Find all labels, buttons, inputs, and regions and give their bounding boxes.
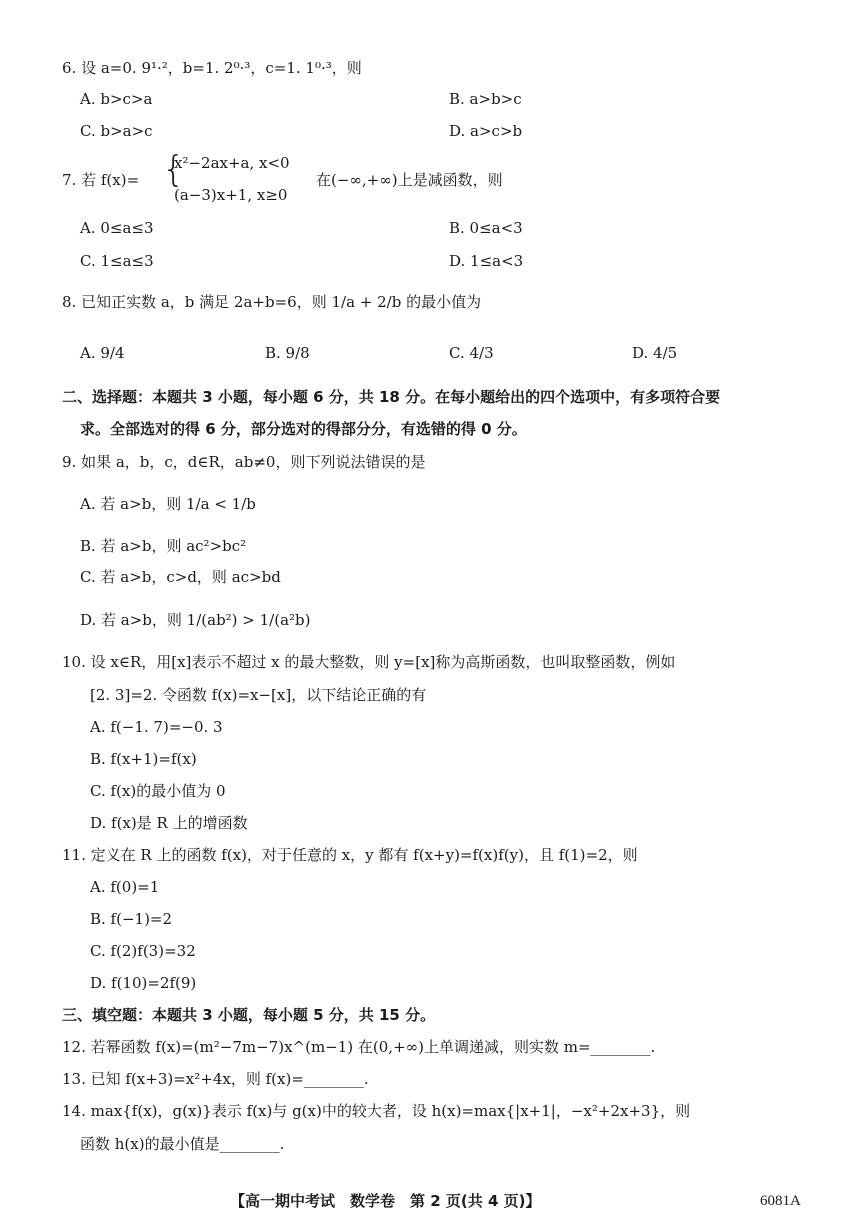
q9-option-b: B. 若 a>b，则 ac²>bc²: [80, 537, 247, 555]
q7-case-2: (a−3)x+1, x≥0: [174, 186, 288, 204]
section-2-heading-cont: 求。全部选对的得 6 分，部分选对的得部分分，有选错的得 0 分。: [80, 420, 527, 438]
q9-option-a: A. 若 a>b，则 1/a < 1/b: [80, 495, 256, 513]
q7-brace: {: [162, 149, 185, 190]
q14-stem-line2: 函数 h(x)的最小值是________.: [80, 1135, 285, 1153]
q7-case-1: x²−2ax+a, x<0: [174, 154, 290, 172]
q13-stem: 13. 已知 f(x+3)=x²+4x，则 f(x)=________.: [62, 1070, 369, 1088]
q7-option-c: C. 1≤a≤3: [80, 252, 154, 270]
q9-stem: 9. 如果 a，b，c，d∈R，ab≠0，则下列说法错误的是: [62, 453, 426, 471]
q8-option-b: B. 9/8: [265, 344, 310, 362]
footer-exam-code: 6081A: [760, 1193, 801, 1209]
q14-stem-line1: 14. max{f(x)，g(x)}表示 f(x)与 g(x)中的较大者，设 h(x)=max{|x+1|，−x²+2x+3}，则: [62, 1102, 691, 1120]
q7-option-d: D. 1≤a<3: [449, 252, 524, 270]
section-2-heading: 二、选择题：本题共 3 小题，每小题 6 分，共 18 分。在每小题给出的四个选项中，有多项符合要: [62, 388, 721, 406]
q9-option-c: C. 若 a>b，c>d，则 ac>bd: [80, 568, 281, 586]
q7-option-b: B. 0≤a<3: [449, 219, 523, 237]
q8-option-a: A. 9/4: [80, 344, 125, 362]
q6-option-d: D. a>c>b: [449, 122, 523, 140]
q10-stem-line1: 10. 设 x∈R，用[x]表示不超过 x 的最大整数，则 y=[x]称为高斯函数，也叫取整函数，例如: [62, 653, 676, 671]
q11-option-c: C. f(2)f(3)=32: [90, 942, 196, 960]
q11-option-a: A. f(0)=1: [90, 878, 160, 896]
q6-stem: 6. 设 a=0. 9¹·²，b=1. 2⁰·³，c=1. 1⁰·³，则: [62, 59, 362, 77]
q10-stem-line2: [2. 3]=2. 令函数 f(x)=x−[x]，以下结论正确的有: [90, 686, 427, 704]
q8-option-d: D. 4/5: [632, 344, 678, 362]
q9-option-d: D. 若 a>b，则 1/(ab²) > 1/(a²b): [80, 611, 311, 629]
section-3-heading: 三、填空题：本题共 3 小题，每小题 5 分，共 15 分。: [62, 1006, 436, 1024]
q10-option-c: C. f(x)的最小值为 0: [90, 782, 226, 800]
footer-page-info: 【高一期中考试 数学卷 第 2 页(共 4 页)】: [230, 1192, 541, 1210]
q8-stem: 8. 已知正实数 a，b 满足 2a+b=6，则 1/a + 2/b 的最小值为: [62, 293, 482, 311]
q10-option-b: B. f(x+1)=f(x): [90, 750, 197, 768]
q6-option-a: A. b>c>a: [80, 90, 153, 108]
q6-option-b: B. a>b>c: [449, 90, 522, 108]
q11-stem: 11. 定义在 R 上的函数 f(x)，对于任意的 x，y 都有 f(x+y)=f(x)f(y)，且 f(1)=2，则: [62, 846, 638, 864]
q10-option-a: A. f(−1. 7)=−0. 3: [90, 718, 223, 736]
q12-stem: 12. 若幂函数 f(x)=(m²−7m−7)x^(m−1) 在(0,+∞)上单调递减，则实数 m=________.: [62, 1038, 656, 1056]
q8-option-c: C. 4/3: [449, 344, 494, 362]
q7-stem-pre: 7. 若 f(x)=: [62, 171, 140, 189]
q10-option-d: D. f(x)是 R 上的增函数: [90, 814, 248, 832]
q6-option-c: C. b>a>c: [80, 122, 153, 140]
q7-option-a: A. 0≤a≤3: [80, 219, 154, 237]
q11-option-b: B. f(−1)=2: [90, 910, 173, 928]
q7-stem-post: 在(−∞,+∞)上是减函数，则: [316, 171, 503, 189]
q11-option-d: D. f(10)=2f(9): [90, 974, 197, 992]
